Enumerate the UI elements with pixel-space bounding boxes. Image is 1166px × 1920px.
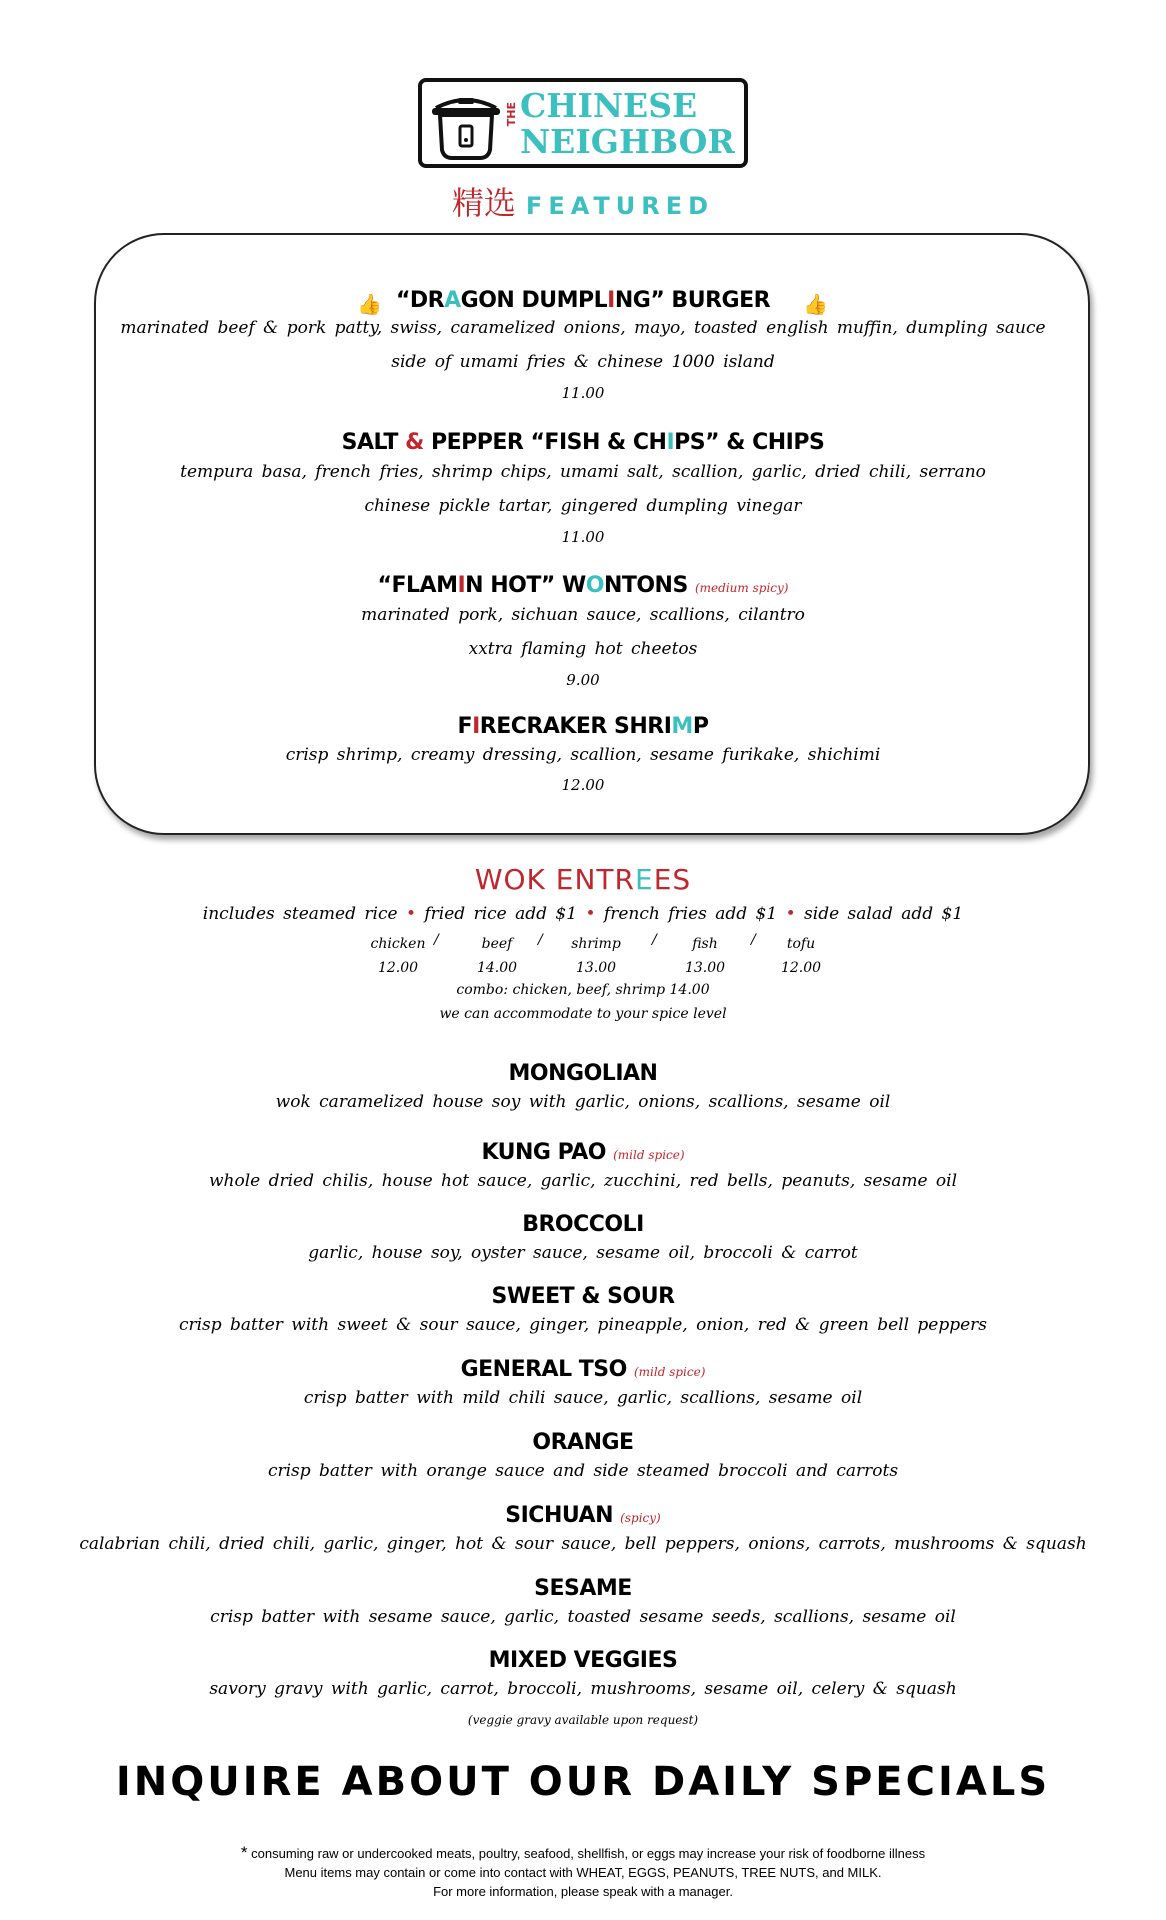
wok-item-desc: crisp batter with orange sauce and side steamed broccoli and carrots <box>267 1461 899 1481</box>
wok-item-title: MONGOLIAN <box>508 1061 658 1086</box>
restaurant-logo <box>418 78 748 168</box>
veggie-gravy-note: (veggie gravy available upon request) <box>467 1713 699 1727</box>
wok-item-desc: calabrian chili, dried chili, garlic, ginger, hot & sour sauce, bell peppers, onions, carrots, mushrooms & squash <box>79 1534 1087 1554</box>
logo-line1: CHINESE <box>520 86 698 125</box>
spice-note: (mild spice) <box>613 1148 685 1162</box>
wok-item-title: BROCCOLI <box>522 1212 644 1237</box>
spice-note: (spicy) <box>620 1511 661 1525</box>
separator: / <box>538 932 543 948</box>
protein-column: tofu 12.00 <box>780 936 822 976</box>
wok-item-desc: savory gravy with garlic, carrot, broccoli, mushrooms, sesame oil, celery & squash <box>209 1679 957 1699</box>
featured-dish-title: SALT & PEPPER “FISH & CHIPS” & CHIPS <box>341 430 825 455</box>
featured-dish-desc: tempura basa, french fries, shrimp chips, umami salt, scallion, garlic, dried chili, serrano <box>180 462 986 482</box>
wok-item-desc: crisp batter with sweet & sour sauce, ginger, pineapple, onion, red & green bell peppers <box>178 1315 988 1335</box>
thumbs-up-icon: 👍 <box>357 292 382 316</box>
featured-dish-price: 12.00 <box>561 776 605 794</box>
logo-line2: NEIGHBOR <box>520 122 735 161</box>
wok-item-desc: crisp batter with mild chili sauce, garlic, scallions, sesame oil <box>303 1388 863 1408</box>
allergen-disclaimer <box>0 1843 1166 1901</box>
featured-dish-title: FIRECRAKER SHRIMP <box>457 714 709 739</box>
featured-dish-price: 11.00 <box>561 528 605 546</box>
featured-dish-title: “FLAMIN HOT” WONTONS (medium spicy) <box>377 573 789 598</box>
wok-item-desc: crisp batter with sesame sauce, garlic, toasted sesame seeds, scallions, sesame oil <box>210 1607 956 1627</box>
spice-level-note: we can accommodate to your spice level <box>439 1006 727 1022</box>
disclaimer-line: For more information, please speak with a manager. <box>433 1884 733 1899</box>
protein-column: chicken 12.00 <box>370 936 426 976</box>
wok-sides-line: includes steamed rice • fried rice add $1 • french fries add $1 • side salad add $1 <box>202 904 964 924</box>
protein-column: beef 14.00 <box>476 936 518 976</box>
disclaimer-line: * consuming raw or undercooked meats, poultry, seafood, shellfish, or eggs may increase your risk of foodborne illness <box>240 1843 926 1862</box>
featured-dish-desc: marinated pork, sichuan sauce, scallions, cilantro <box>361 605 805 625</box>
disclaimer-line: Menu items may contain or come into contact with WHEAT, EGGS, PEANUTS, TREE NUTS, and MILK. <box>284 1865 882 1880</box>
featured-dish-desc: xxtra flaming hot cheetos <box>468 639 698 659</box>
wok-item-title: KUNG PAO (mild spice) <box>481 1140 685 1165</box>
separator: / <box>652 932 657 948</box>
featured-dish-title: “DRAGON DUMPLING” BURGER <box>395 288 771 313</box>
featured-dish-price: 9.00 <box>566 671 600 689</box>
wok-entrees-title: WOK ENTREES <box>474 863 692 896</box>
thumbs-up-icon: 👍 <box>803 292 828 316</box>
wok-item-title: SESAME <box>534 1576 632 1601</box>
protein-price-table <box>0 932 1166 980</box>
separator: / <box>751 932 756 948</box>
spice-note: (medium spicy) <box>695 581 789 595</box>
protein-column: fish 13.00 <box>684 936 726 976</box>
combo-note: combo: chicken, beef, shrimp 14.00 <box>456 982 710 998</box>
wok-item-title: SWEET & SOUR <box>491 1284 675 1309</box>
wok-item-title: GENERAL TSO (mild spice) <box>460 1357 706 1382</box>
wok-item-desc: whole dried chilis, house hot sauce, garlic, zucchini, red bells, peanuts, sesame oil <box>208 1171 958 1191</box>
featured-dish-desc: marinated beef & pork patty, swiss, caramelized onions, mayo, toasted english muffin, dumpling sauce <box>120 318 1046 338</box>
featured-header <box>0 183 1166 225</box>
featured-dish-desc: chinese pickle tartar, gingered dumpling vinegar <box>364 496 802 516</box>
wok-item-desc: wok caramelized house soy with garlic, onions, scallions, sesame oil <box>275 1092 891 1112</box>
featured-header-english: FEATURED <box>525 192 715 220</box>
separator: / <box>434 932 439 948</box>
rice-cooker-icon <box>430 86 502 162</box>
logo-the: THE <box>505 102 518 127</box>
wok-item-title: SICHUAN (spicy) <box>505 1503 661 1528</box>
wok-item-desc: garlic, house soy, oyster sauce, sesame oil, broccoli & carrot <box>308 1243 858 1263</box>
wok-item-title: ORANGE <box>532 1430 634 1455</box>
spice-note: (mild spice) <box>633 1365 706 1379</box>
featured-dish-desc: crisp shrimp, creamy dressing, scallion, sesame furikake, shichimi <box>285 745 881 765</box>
featured-header-chinese: 精选 <box>451 184 516 222</box>
protein-column: shrimp 13.00 <box>571 936 621 976</box>
wok-item-title: MIXED VEGGIES <box>488 1648 678 1673</box>
featured-dish-desc: side of umami fries & chinese 1000 island <box>391 352 775 372</box>
featured-dish-price: 11.00 <box>561 384 605 402</box>
daily-specials-banner: INQUIRE ABOUT OUR DAILY SPECIALS <box>115 1759 1051 1805</box>
